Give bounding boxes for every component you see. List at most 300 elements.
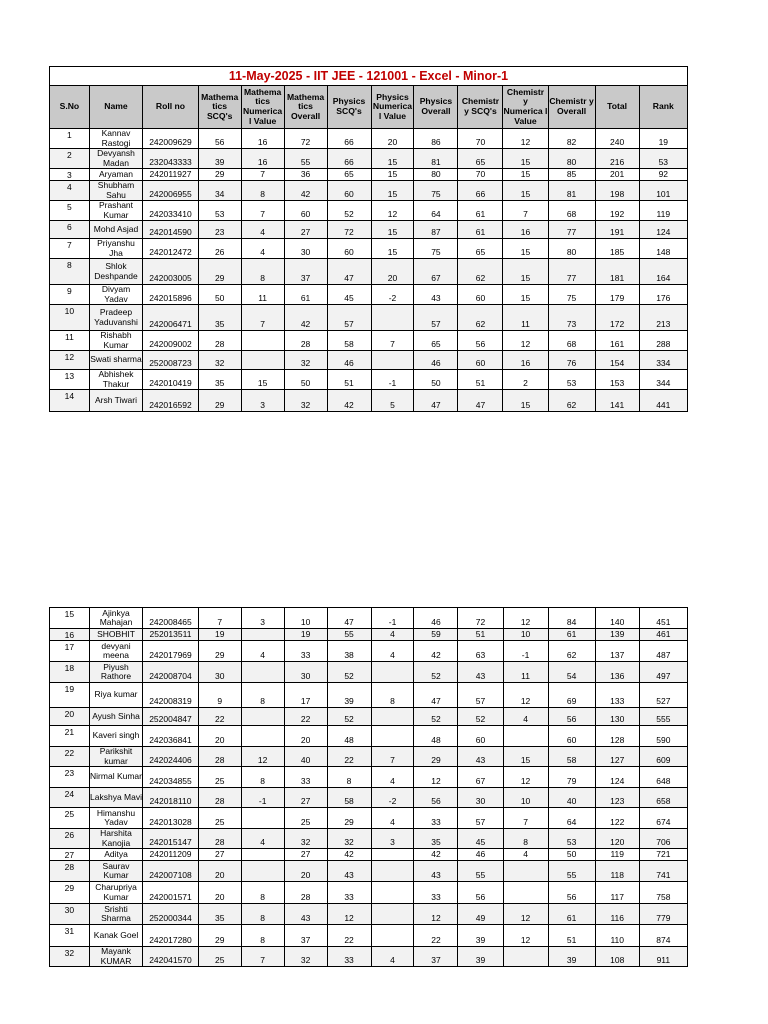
cell-maths-overall: 17 [284,683,327,708]
cell-maths-scq: 29 [198,925,241,947]
cell-physics-numerical: 7 [371,331,414,351]
cell-physics-numerical: 15 [371,239,414,259]
cell-chemistry-numerical: 15 [503,285,548,305]
cell-physics-numerical [371,662,414,683]
cell-chemistry-scq: 60 [458,285,503,305]
cell-chemistry-numerical: 10 [503,788,548,808]
cell-roll-no: 242036841 [143,726,199,747]
cell-physics-numerical: -2 [371,788,414,808]
cell-chemistry-scq: 43 [458,662,503,683]
cell-chemistry-numerical: 8 [503,829,548,849]
cell-maths-scq: 25 [198,808,241,829]
cell-maths-scq: 29 [198,169,241,181]
cell-physics-numerical: -1 [371,370,414,390]
cell-total: 122 [595,808,639,829]
cell-total: 140 [595,608,639,629]
table-row [50,370,688,390]
cell-physics-scq: 58 [327,788,371,808]
cell-maths-numerical: 8 [241,882,284,904]
cell-name: Shlok Deshpande [89,259,142,285]
cell-physics-scq: 12 [327,904,371,925]
cell-name: Rishabh Kumar [89,331,142,351]
cell-sno: 18 [50,662,90,683]
cell-chemistry-scq: 60 [458,726,503,747]
cell-physics-overall: 48 [414,726,458,747]
cell-total: 136 [595,662,639,683]
cell-chemistry-numerical: 15 [503,169,548,181]
cell-physics-overall: 46 [414,351,458,370]
table-row [50,259,688,285]
table-row [50,169,688,181]
cell-physics-scq: 38 [327,641,371,662]
cell-physics-numerical: -2 [371,285,414,305]
cell-physics-scq: 33 [327,882,371,904]
cell-physics-scq: 58 [327,331,371,351]
cell-chemistry-overall: 60 [548,726,595,747]
cell-chemistry-overall: 73 [548,305,595,331]
cell-maths-numerical: 8 [241,181,284,201]
col-header-rank: Rank [639,86,687,129]
cell-chemistry-overall: 82 [548,129,595,149]
cell-rank: 344 [639,370,687,390]
cell-rank: 911 [639,947,687,967]
cell-maths-overall: 22 [284,708,327,726]
cell-physics-scq: 60 [327,239,371,259]
cell-chemistry-numerical: 12 [503,331,548,351]
cell-rank: 658 [639,788,687,808]
table-row [50,808,688,829]
cell-rank: 53 [639,149,687,169]
cell-maths-numerical: 8 [241,259,284,285]
cell-physics-scq: 55 [327,629,371,641]
cell-name: Priyanshu Jha [89,239,142,259]
cell-roll-no: 242011209 [143,849,199,861]
cell-physics-scq: 42 [327,849,371,861]
cell-chemistry-scq: 45 [458,829,503,849]
cell-chemistry-scq: 61 [458,201,503,221]
cell-roll-no: 242014590 [143,221,199,239]
cell-sno: 23 [50,767,90,788]
cell-sno: 10 [50,305,90,331]
cell-physics-numerical [371,861,414,882]
cell-physics-scq: 32 [327,829,371,849]
cell-maths-numerical: 3 [241,390,284,412]
cell-rank: 176 [639,285,687,305]
cell-maths-numerical: 8 [241,925,284,947]
cell-physics-numerical [371,849,414,861]
cell-sno: 27 [50,849,90,861]
cell-maths-numerical: -1 [241,788,284,808]
cell-maths-overall: 37 [284,259,327,285]
cell-chemistry-scq: 39 [458,947,503,967]
table-row [50,201,688,221]
cell-maths-overall: 25 [284,808,327,829]
cell-maths-scq: 35 [198,904,241,925]
cell-physics-overall: 22 [414,925,458,947]
cell-sno: 29 [50,882,90,904]
cell-roll-no: 242006955 [143,181,199,201]
cell-sno: 13 [50,370,90,390]
cell-maths-overall: 20 [284,726,327,747]
cell-total: 110 [595,925,639,947]
cell-total: 240 [595,129,639,149]
cell-physics-scq: 45 [327,285,371,305]
cell-roll-no: 242015147 [143,829,199,849]
cell-total: 179 [595,285,639,305]
cell-rank: 124 [639,221,687,239]
cell-total: 119 [595,849,639,861]
cell-roll-no: 242012472 [143,239,199,259]
cell-physics-overall: 65 [414,331,458,351]
cell-maths-scq: 20 [198,882,241,904]
cell-maths-numerical: 8 [241,904,284,925]
cell-maths-numerical: 4 [241,221,284,239]
cell-chemistry-overall: 40 [548,788,595,808]
table-row [50,925,688,947]
cell-roll-no: 242009002 [143,331,199,351]
cell-physics-numerical [371,904,414,925]
table-row [50,149,688,169]
cell-chemistry-overall: 76 [548,351,595,370]
cell-physics-scq: 66 [327,129,371,149]
cell-total: 116 [595,904,639,925]
cell-maths-overall: 27 [284,221,327,239]
cell-rank: 19 [639,129,687,149]
cell-chemistry-overall: 69 [548,683,595,708]
cell-chemistry-numerical: 12 [503,608,548,629]
cell-chemistry-numerical: 12 [503,683,548,708]
cell-chemistry-overall: 68 [548,331,595,351]
cell-physics-scq: 22 [327,925,371,947]
cell-name: Parikshit kumar [89,747,142,767]
cell-maths-scq: 22 [198,708,241,726]
cell-roll-no: 242008465 [143,608,199,629]
cell-chemistry-overall: 62 [548,641,595,662]
table-row [50,129,688,149]
cell-chemistry-scq: 56 [458,331,503,351]
cell-chemistry-scq: 30 [458,788,503,808]
cell-physics-overall: 75 [414,181,458,201]
cell-roll-no: 242024406 [143,747,199,767]
cell-maths-numerical [241,808,284,829]
cell-maths-numerical [241,629,284,641]
cell-chemistry-numerical: 12 [503,925,548,947]
cell-chemistry-overall: 61 [548,629,595,641]
cell-roll-no: 242033410 [143,201,199,221]
cell-physics-overall: 46 [414,608,458,629]
cell-chemistry-numerical: 4 [503,708,548,726]
cell-sno: 30 [50,904,90,925]
cell-total: 201 [595,169,639,181]
cell-name: Harshita Kanojia [89,829,142,849]
cell-chemistry-overall: 51 [548,925,595,947]
cell-physics-overall: 50 [414,370,458,390]
cell-sno: 32 [50,947,90,967]
table-row [50,305,688,331]
cell-maths-numerical [241,861,284,882]
cell-physics-numerical [371,882,414,904]
cell-rank: 148 [639,239,687,259]
cell-physics-overall: 42 [414,641,458,662]
cell-roll-no: 242001571 [143,882,199,904]
cell-chemistry-scq: 61 [458,221,503,239]
cell-sno: 28 [50,861,90,882]
cell-sno: 7 [50,239,90,259]
cell-maths-scq: 32 [198,351,241,370]
cell-chemistry-scq: 56 [458,882,503,904]
col-header-maths-scq: Mathema tics SCQ's [198,86,241,129]
cell-roll-no: 232043333 [143,149,199,169]
cell-maths-overall: 10 [284,608,327,629]
cell-chemistry-scq: 51 [458,370,503,390]
cell-chemistry-overall: 56 [548,882,595,904]
cell-roll-no: 242018110 [143,788,199,808]
cell-chemistry-overall: 50 [548,849,595,861]
cell-physics-scq: 8 [327,767,371,788]
cell-rank: 527 [639,683,687,708]
cell-maths-overall: 27 [284,849,327,861]
cell-sno: 2 [50,149,90,169]
cell-physics-scq: 47 [327,608,371,629]
cell-sno: 26 [50,829,90,849]
cell-sno: 25 [50,808,90,829]
cell-chemistry-numerical: 7 [503,808,548,829]
cell-maths-scq: 34 [198,181,241,201]
cell-total: 216 [595,149,639,169]
cell-rank: 721 [639,849,687,861]
table-row [50,221,688,239]
cell-physics-overall: 80 [414,169,458,181]
cell-maths-numerical [241,708,284,726]
cell-chemistry-numerical: 15 [503,181,548,201]
cell-physics-numerical: 4 [371,947,414,967]
cell-maths-overall: 36 [284,169,327,181]
table-row [50,608,688,629]
cell-physics-overall: 59 [414,629,458,641]
cell-total: 127 [595,747,639,767]
cell-maths-scq: 20 [198,861,241,882]
cell-chemistry-numerical: 10 [503,629,548,641]
cell-chemistry-numerical [503,947,548,967]
cell-physics-scq: 46 [327,351,371,370]
cell-chemistry-numerical: 11 [503,662,548,683]
cell-chemistry-overall: 68 [548,201,595,221]
cell-physics-numerical: 5 [371,390,414,412]
cell-name: Himanshu Yadav [89,808,142,829]
cell-sno: 4 [50,181,90,201]
col-header-chemistry-scq: Chemistr y SCQ's [458,86,503,129]
cell-physics-numerical: 7 [371,747,414,767]
cell-total: 191 [595,221,639,239]
cell-chemistry-numerical: 7 [503,201,548,221]
cell-maths-numerical: 4 [241,239,284,259]
cell-total: 124 [595,767,639,788]
cell-chemistry-numerical: 15 [503,259,548,285]
cell-maths-scq: 35 [198,370,241,390]
cell-physics-scq: 29 [327,808,371,829]
cell-total: 198 [595,181,639,201]
cell-maths-scq: 25 [198,947,241,967]
cell-maths-overall: 32 [284,390,327,412]
cell-rank: 213 [639,305,687,331]
cell-chemistry-scq: 51 [458,629,503,641]
cell-physics-overall: 64 [414,201,458,221]
cell-roll-no: 242003005 [143,259,199,285]
sheet-title: 11-May-2025 - IIT JEE - 121001 - Excel - Minor-1 [50,67,688,86]
cell-maths-scq: 19 [198,629,241,641]
cell-chemistry-scq: 70 [458,129,503,149]
cell-chemistry-overall: 77 [548,259,595,285]
cell-rank: 741 [639,861,687,882]
cell-chemistry-numerical: 15 [503,390,548,412]
cell-name: Devyansh Madan [89,149,142,169]
cell-name: devyani meena [89,641,142,662]
cell-sno: 6 [50,221,90,239]
cell-name: Arsh Tiwari [89,390,142,412]
cell-roll-no: 242041570 [143,947,199,967]
col-header-name: Name [89,86,142,129]
table-row [50,285,688,305]
cell-maths-overall: 32 [284,829,327,849]
cell-physics-numerical: 4 [371,808,414,829]
cell-name: Lakshya Mavi [89,788,142,808]
cell-chemistry-scq: 67 [458,767,503,788]
cell-rank: 334 [639,351,687,370]
cell-rank: 706 [639,829,687,849]
cell-roll-no: 242015896 [143,285,199,305]
table-row [50,662,688,683]
cell-chemistry-numerical: 16 [503,221,548,239]
table-row [50,239,688,259]
cell-sno: 17 [50,641,90,662]
cell-sno: 1 [50,129,90,149]
cell-chemistry-scq: 62 [458,305,503,331]
cell-rank: 92 [639,169,687,181]
cell-chemistry-scq: 57 [458,683,503,708]
cell-maths-scq: 50 [198,285,241,305]
cell-name: Srishti Sharma [89,904,142,925]
cell-chemistry-numerical [503,861,548,882]
cell-name: Kannav Rastogi [89,129,142,149]
cell-roll-no: 252004847 [143,708,199,726]
cell-chemistry-overall: 81 [548,181,595,201]
cell-physics-scq: 52 [327,201,371,221]
cell-physics-numerical: -1 [371,608,414,629]
cell-maths-overall: 19 [284,629,327,641]
table-row [50,767,688,788]
cell-name: Abhishek Thakur [89,370,142,390]
table-row [50,747,688,767]
cell-roll-no: 242017969 [143,641,199,662]
cell-name: Shubham Sahu [89,181,142,201]
cell-maths-overall: 32 [284,947,327,967]
cell-chemistry-overall: 39 [548,947,595,967]
cell-chemistry-overall: 55 [548,861,595,882]
cell-maths-numerical: 8 [241,767,284,788]
cell-maths-scq: 23 [198,221,241,239]
results-table-part2 [49,607,688,967]
col-header-maths-overall: Mathema tics Overall [284,86,327,129]
col-header-maths-numerical: Mathema tics Numerica l Value [241,86,284,129]
cell-total: 118 [595,861,639,882]
cell-physics-numerical: 8 [371,683,414,708]
cell-rank: 590 [639,726,687,747]
cell-roll-no: 252008723 [143,351,199,370]
cell-maths-overall: 42 [284,181,327,201]
cell-name: Nirmal Kumar [89,767,142,788]
cell-rank: 451 [639,608,687,629]
cell-sno: 16 [50,629,90,641]
cell-physics-scq: 33 [327,947,371,967]
cell-physics-overall: 81 [414,149,458,169]
cell-maths-overall: 37 [284,925,327,947]
cell-name: Divyam Yadav [89,285,142,305]
cell-sno: 24 [50,788,90,808]
cell-maths-scq: 28 [198,747,241,767]
cell-sno: 31 [50,925,90,947]
cell-rank: 555 [639,708,687,726]
col-header-sno: S.No [50,86,90,129]
table-row [50,726,688,747]
cell-physics-numerical: 15 [371,149,414,169]
cell-maths-numerical [241,351,284,370]
cell-roll-no: 242017280 [143,925,199,947]
table-row [50,331,688,351]
cell-physics-numerical [371,351,414,370]
cell-physics-numerical: 4 [371,629,414,641]
cell-sno: 22 [50,747,90,767]
cell-chemistry-scq: 52 [458,708,503,726]
cell-chemistry-numerical: 4 [503,849,548,861]
cell-rank: 674 [639,808,687,829]
cell-chemistry-overall: 56 [548,708,595,726]
table-row [50,390,688,412]
cell-physics-overall: 56 [414,788,458,808]
cell-rank: 779 [639,904,687,925]
cell-chemistry-overall: 77 [548,221,595,239]
cell-maths-scq: 28 [198,331,241,351]
cell-maths-numerical: 11 [241,285,284,305]
table-row [50,849,688,861]
cell-chemistry-numerical: -1 [503,641,548,662]
cell-maths-scq: 28 [198,788,241,808]
cell-physics-scq: 47 [327,259,371,285]
cell-physics-scq: 57 [327,305,371,331]
cell-rank: 441 [639,390,687,412]
cell-chemistry-numerical [503,882,548,904]
cell-rank: 101 [639,181,687,201]
cell-total: 137 [595,641,639,662]
cell-sno: 19 [50,683,90,708]
cell-physics-scq: 48 [327,726,371,747]
cell-maths-overall: 42 [284,305,327,331]
cell-physics-overall: 12 [414,904,458,925]
cell-chemistry-scq: 72 [458,608,503,629]
cell-name: Ayush Sinha [89,708,142,726]
cell-maths-scq: 29 [198,259,241,285]
cell-name: Ajinkya Mahajan [89,608,142,629]
cell-total: 123 [595,788,639,808]
table-row [50,947,688,967]
cell-sno: 15 [50,608,90,629]
cell-chemistry-scq: 57 [458,808,503,829]
cell-physics-numerical: 15 [371,169,414,181]
cell-total: 161 [595,331,639,351]
cell-maths-scq: 30 [198,662,241,683]
cell-name: SHOBHIT [89,629,142,641]
cell-physics-overall: 47 [414,390,458,412]
cell-maths-overall: 60 [284,201,327,221]
